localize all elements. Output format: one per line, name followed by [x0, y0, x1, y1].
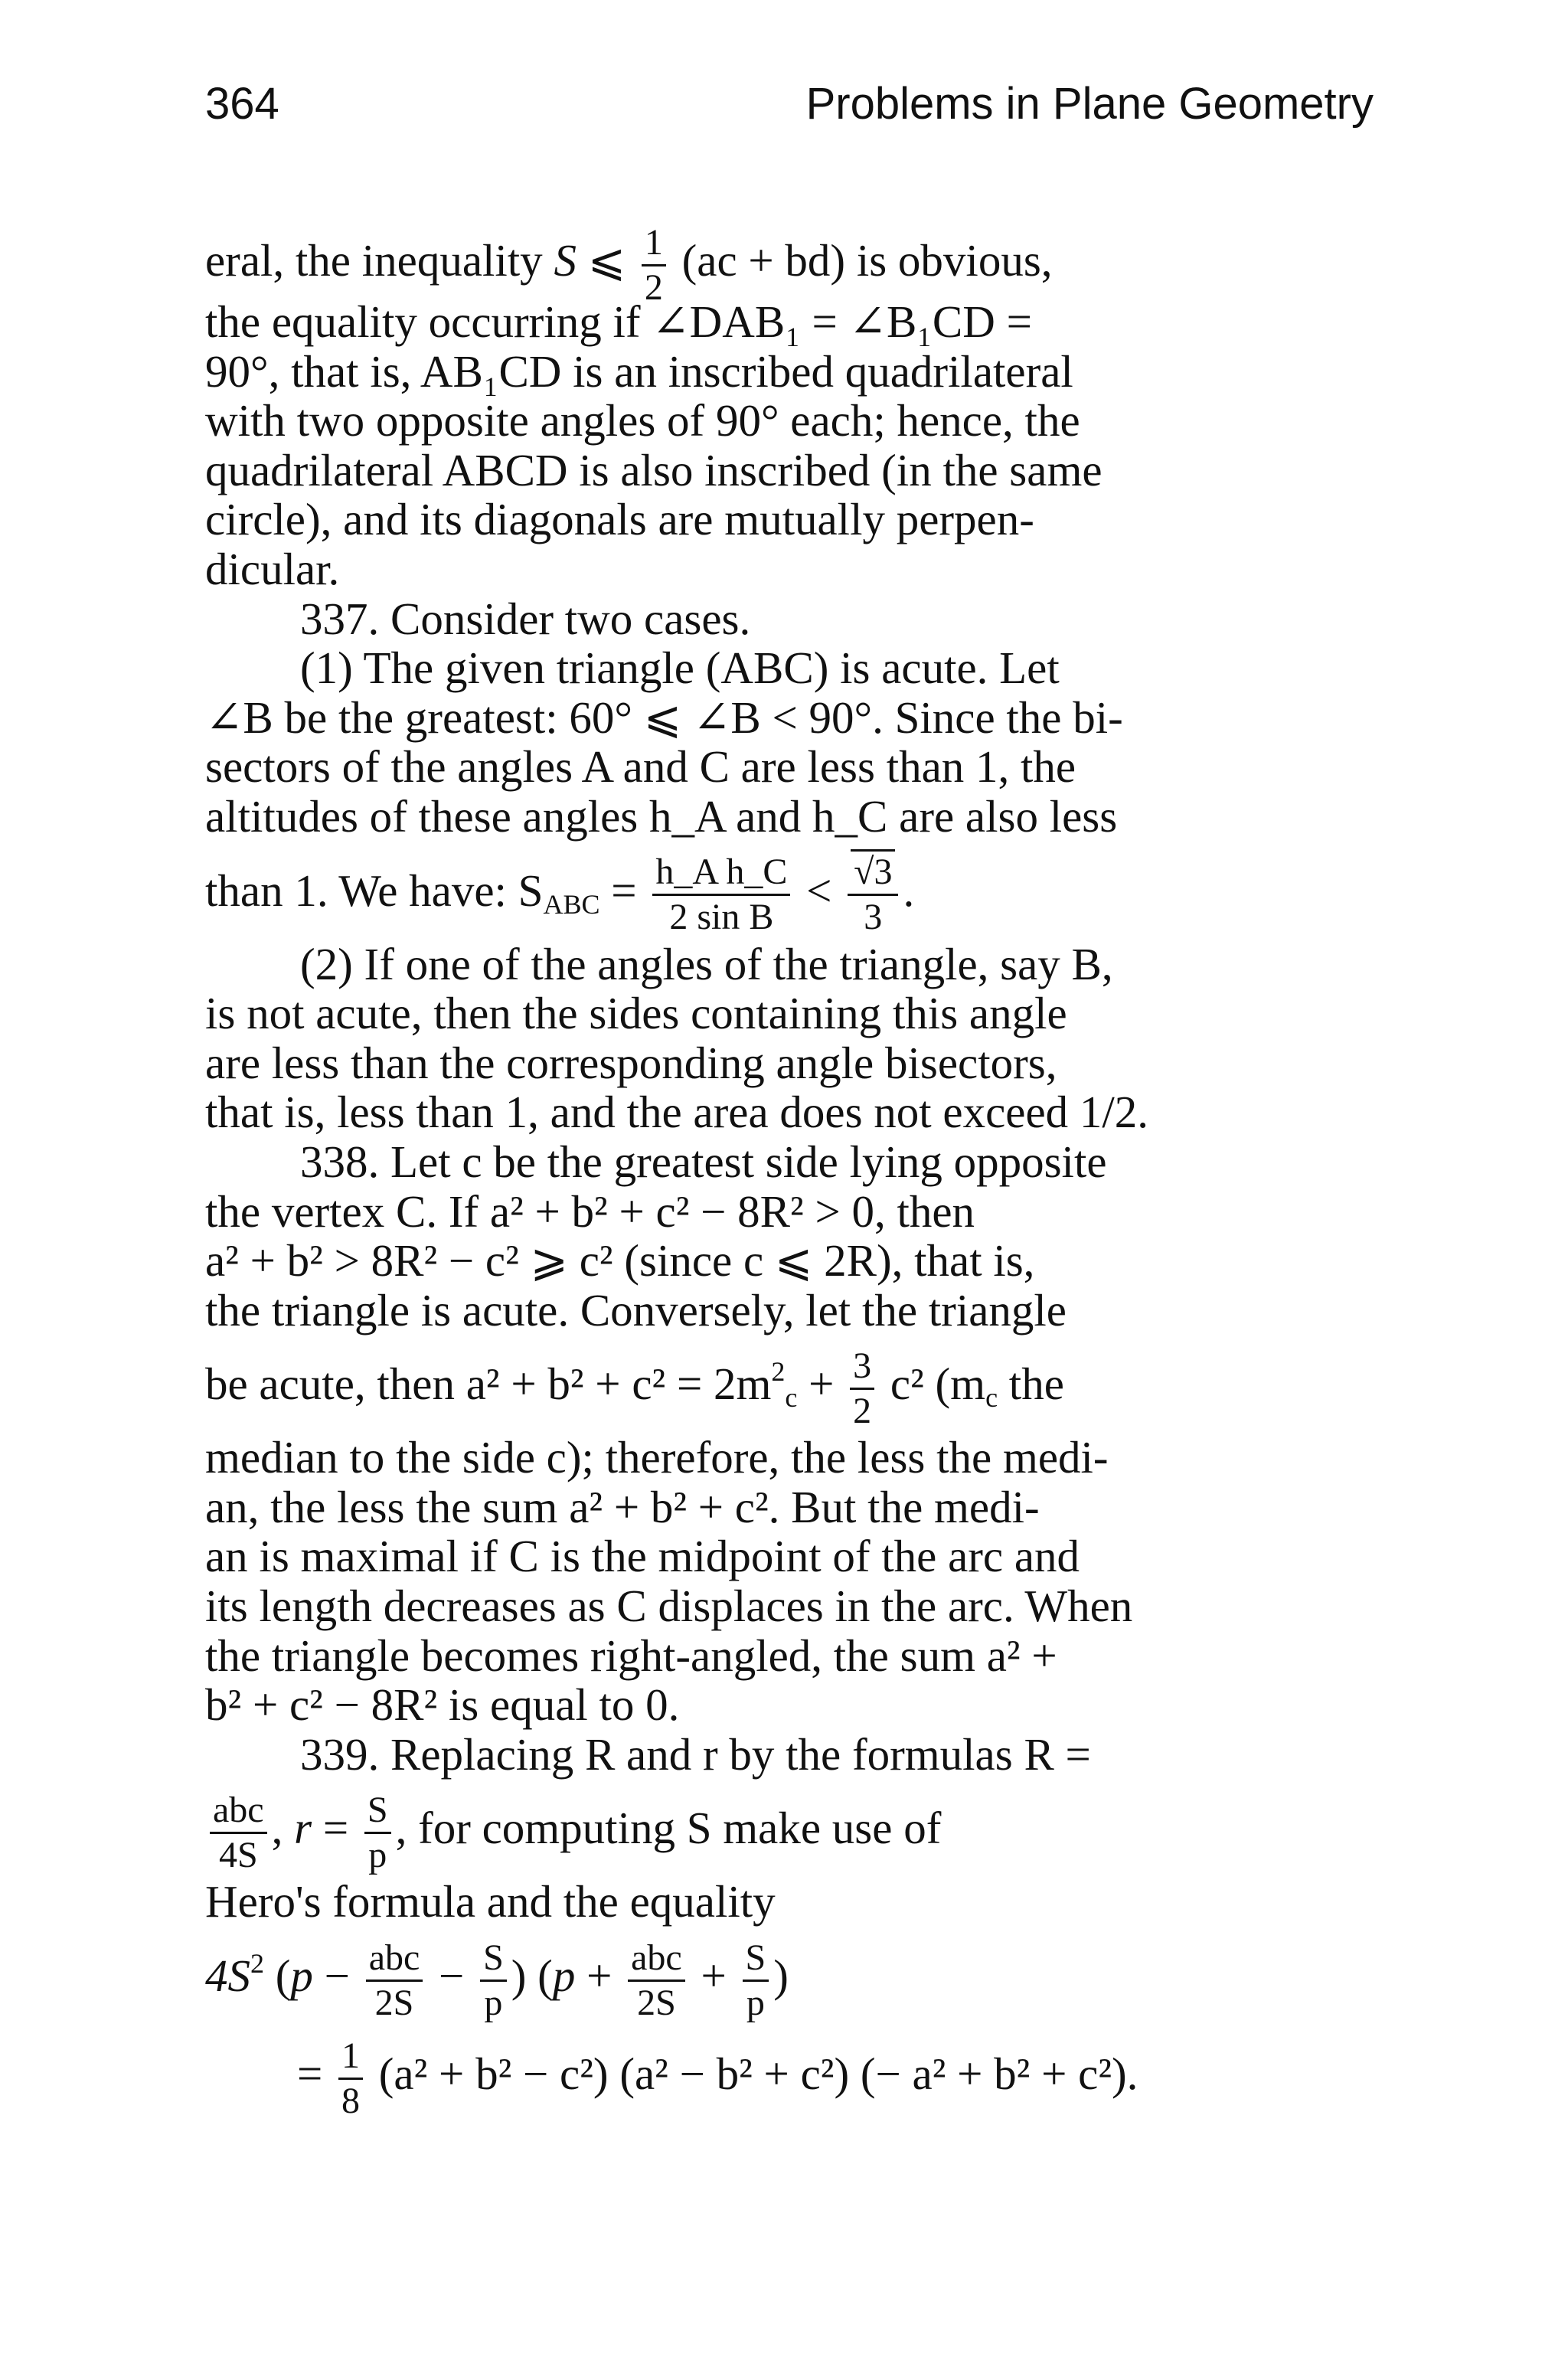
problem-338-heading: 338. Let c be the greatest side lying opposite	[300, 1136, 1107, 1187]
text-line: that is, less than 1, and the area does not exceed 1/2.	[205, 1087, 1149, 1138]
text-line: (1) The given triangle (ABC) is acute. Let	[300, 642, 1060, 694]
text-line: the vertex C. If a² + b² + c² − 8R² > 0, then	[205, 1185, 975, 1237]
fraction-half: $\frac{1}{2}$	[642, 224, 666, 306]
running-title: Problems in Plane Geometry	[805, 79, 1374, 129]
text-line: sectors of the angles A and C are less than 1, the	[205, 741, 1076, 793]
text-line: is not acute, then the sides containing this angle	[205, 988, 1067, 1039]
fraction-hahc: $\frac{\text{h\_A h\_C}}{\text{2 sin B}}$	[652, 854, 790, 936]
fraction-S-p: $\frac{S}{p}$	[364, 1792, 391, 1874]
text-line: 90°, that is, AB₁CD is an inscribed quadrilateral	[205, 345, 1073, 397]
formula-line: be acute, then $a^2 + b^2 + c^2 = 2m^2_c$ + $\frac{3}{2}$ c² ($m_c$ the	[205, 1345, 1064, 1432]
formula-line: = $\frac{1}{8}$ (a² + b² − c²) (a² − b² + c²) (− a² + b² + c²).	[297, 2035, 1138, 2121]
text-line: b² + c² − 8R² is equal to 0.	[205, 1679, 680, 1731]
text-line: the equality occurring if ∠DAB₁ = ∠B₁CD =	[205, 296, 1032, 347]
formula-line: than 1. We have: $S_{ABC}$ = $\frac{\text{h\_A h\_C}}{\text{2 sin B}}$ < $\frac{√3}{3}$ .	[205, 842, 1381, 940]
text-line: the triangle becomes right-angled, the sum a² +	[205, 1630, 1057, 1681]
text-line: median to the side c); therefore, the less the medi-	[205, 1432, 1109, 1483]
text-line: its length decreases as C displaces in the arc. When	[205, 1581, 1133, 1632]
text-line: Hero's formula and the equality	[205, 1876, 776, 1927]
problem-337-heading: 337. Consider two cases.	[300, 593, 751, 644]
fraction-three-half: $\frac{3}{2}$	[850, 1348, 874, 1430]
fraction-eighth: $\frac{1}{8}$	[338, 2038, 363, 2120]
text-line: are less than the corresponding angle bisectors,	[205, 1037, 1057, 1088]
fraction-sqrt3: $\frac{√3}{3}$	[848, 854, 898, 936]
text-line: eral, the inequality S ⩽ $\frac{1}{2}$ (ac + bd) is obvious,	[205, 221, 1053, 308]
text-line: an is maximal if C is the midpoint of the arc and	[205, 1531, 1080, 1582]
page-number: 364	[205, 79, 279, 129]
formula-line: $\frac{\text{abc}}{4S}$ , r = $\frac{S}{p}$ , for computing S make use of	[205, 1779, 1381, 1877]
formula-line: $4S^2$ (p − $\frac{\text{abc}}{2S}$ − $\frac{S}{p}$ ) (p + $\frac{\text{abc}}{2S}$ + $\frac{S}{p}$ )	[205, 1937, 789, 2023]
text-line: circle), and its diagonals are mutually perpen-	[205, 494, 1034, 545]
fraction-abc-4S: $\frac{\text{abc}}{4S}$	[210, 1792, 267, 1874]
page-body	[205, 221, 1381, 2123]
text-line: quadrilateral ABCD is also inscribed (in the same	[205, 444, 1102, 495]
var-S: S	[554, 235, 577, 286]
text-line: with two opposite angles of 90° each; hence, the	[205, 395, 1080, 446]
text-line: ∠B be the greatest: 60° ⩽ ∠B < 90°. Since the bi-	[205, 691, 1123, 743]
text-line: (2) If one of the angles of the triangle, say B,	[300, 938, 1113, 989]
page-header	[205, 74, 1374, 135]
text-line: an, the less the sum a² + b² + c². But the medi-	[205, 1481, 1040, 1532]
text-line: dicular.	[205, 543, 340, 594]
text-line: a² + b² > 8R² − c² ⩾ c² (since c ⩽ 2R), that is,	[205, 1235, 1035, 1286]
problem-339-heading: 339. Replacing R and r by the formulas R =	[300, 1728, 1091, 1780]
text-line: the triangle is acute. Conversely, let the triangle	[205, 1284, 1067, 1335]
text-line: altitudes of these angles h_A and h_C are also less	[205, 790, 1118, 842]
